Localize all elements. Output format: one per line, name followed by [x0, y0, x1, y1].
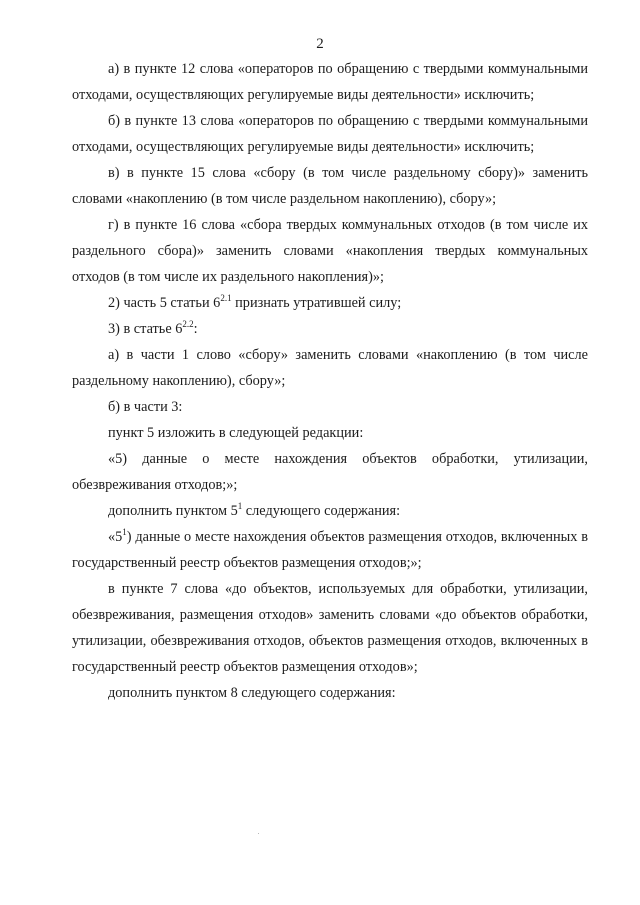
text-run: «5: [108, 529, 123, 545]
superscript: 2.1: [220, 293, 232, 303]
text-run: признать утратившей силу;: [231, 295, 402, 311]
paragraph-add-item-8: дополнить пунктом 8 следующего содержания:: [108, 685, 396, 701]
paragraph-part-5-article: [72, 290, 588, 316]
paragraph-a-item-12: а) в пункте 12 слова «операторов по обращению с твердыми коммунальными отходами, осуществляющих регулируемые виды деятельности» исключить;: [72, 61, 588, 103]
text-run: дополнить пунктом 5: [108, 503, 238, 519]
text-run: 2) часть 5 статьи 6: [108, 295, 221, 311]
paragraph-item-7: в пункте 7 слова «до объектов, используемых для обработки, утилизации, обезвреживания, размещения отходов» заменить словами «до объектов обработки, утилизации, обезвреживания отходов, объектов размещения отходов, включенных в государственный реестр объектов размещения отходов»;: [72, 581, 588, 675]
superscript: 1: [237, 501, 243, 511]
paragraph-b-item-13: б) в пункте 13 слова «операторов по обращению с твердыми коммунальными отходами, осуществляющих регулируемые виды деятельности» исключить;: [72, 113, 588, 155]
page-number: 2: [316, 36, 324, 52]
superscript: 1: [122, 527, 127, 537]
text-run: 3) в статье 6: [108, 321, 183, 337]
text-run: :: [193, 321, 198, 337]
paragraph-b-part-3: б) в части 3:: [108, 399, 183, 415]
paragraph-v-item-15: в) в пункте 15 слова «сбору (в том числе раздельному сбору)» заменить словами «накоплению (в том числе раздельном накоплению), сбору»;: [72, 165, 588, 207]
paragraph-g-item-16: г) в пункте 16 слова «сбора твердых коммунальных отходов (в том числе их раздельного сбора)» заменить словами «накопления твердых коммунальных отходов (в том числе их раздельного накопления)»;: [72, 217, 588, 285]
paragraph-add-item-5-1: [72, 498, 588, 524]
scan-speck: [258, 833, 259, 834]
paragraph-a-part-1: а) в части 1 слово «сбору» заменить словами «накоплению (в том числе раздельному накоплению), сбору»;: [72, 347, 588, 389]
paragraph-item-5-edit: пункт 5 изложить в следующей редакции:: [108, 425, 364, 441]
paragraph-item-5-text: «5) данные о месте нахождения объектов обработки, утилизации, обезвреживания отходов;»;: [72, 451, 588, 493]
superscript: 2.2: [182, 319, 194, 329]
document-body: [72, 56, 588, 706]
text-run: ) данные о месте нахождения объектов размещения отходов, включенных в государственный реестр объектов размещения отходов;»;: [72, 529, 588, 571]
text-run: следующего содержания:: [242, 503, 401, 519]
paragraph-article-heading: [72, 316, 588, 342]
paragraph-item-5-1-text: [72, 524, 588, 576]
